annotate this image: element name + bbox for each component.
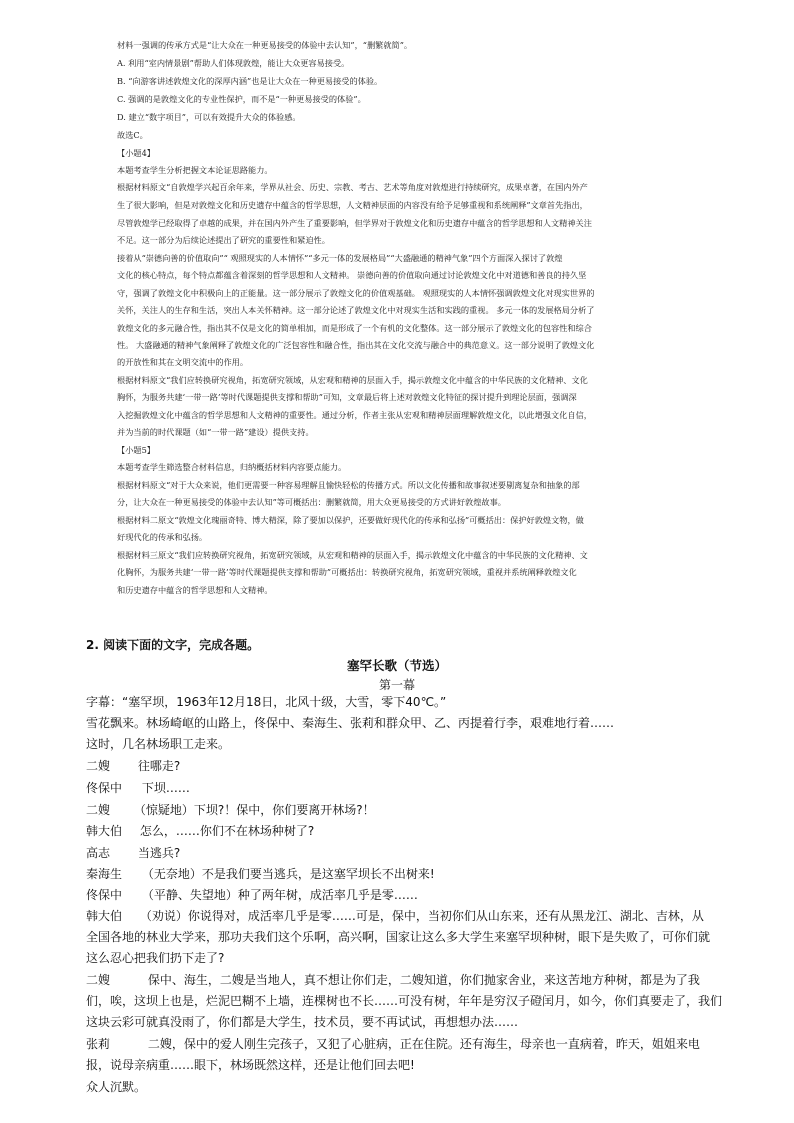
- speaker: 二嫂: [86, 803, 111, 817]
- answer-line: 不足。这一部分为后续论述提出了研究的重要性和紧迫性。: [117, 235, 330, 245]
- dialogue-line: [86, 781, 190, 796]
- answer-line: 守，强调了敦煌文化中积极向上的正能量。这一部分展示了敦煌文化的价值观基础。 观照现实的人本情怀强调敦煌文化对现实世界的: [117, 288, 595, 298]
- dialogue-line: [86, 973, 700, 988]
- question-heading: 2. 阅读下面的文字，完成各题。: [86, 638, 260, 652]
- speaker: 佟保中: [86, 888, 123, 902]
- answer-line: 文化的核心特点，每个特点都蕴含着深刻的哲学思想和人文精神。 崇德向善的价值取向通过讨论敦煌文化中对道德和善良的持久坚: [117, 270, 587, 280]
- speaker: 二嫂: [86, 759, 111, 773]
- dialogue-line: [86, 888, 418, 903]
- answer-line: 化胸怀，为服务共建‘一带一路’等时代课题提供支撑和帮助”可概括出：转换研究视角，拓宽研究领域，重视并系统阐释敦煌文化: [117, 567, 577, 577]
- speaker: 秦海生: [86, 867, 123, 881]
- dialogue-text: （劝说）你说得对，成活率几乎是零……可是，保中，当初你们从山东来，还有从黑龙江、湖北、吉林，从: [139, 909, 704, 923]
- speaker: 韩大伯: [86, 909, 123, 923]
- answer-line: 本题考查学生分析把握文本论证思路能力。: [117, 165, 273, 175]
- dialogue-line: [86, 867, 435, 882]
- speaker: 韩大伯: [86, 824, 123, 838]
- answer-line: 本题考查学生筛选整合材料信息，归纳概括材料内容要点能力。: [117, 462, 347, 472]
- stage-direction: 雪花飘来。林场崎岖的山路上，佟保中、秦海生、张莉和群众甲、乙、丙提着行李，艰难地行着……: [86, 716, 615, 730]
- speaker: 佟保中: [86, 781, 123, 795]
- answer-line: 敦煌文化的多元融合性，指出其不仅是文化的简单相加，而是形成了一个有机的文化整体。这一部分展示了敦煌文化的包容性和综合: [117, 323, 592, 333]
- answer-line: C. 强调的是敦煌文化的专业性保护，而不是“一种更易接受的体验”。: [117, 94, 366, 104]
- answer-line: 根据材料原文“我们应转换研究视角，拓宽研究领域，从宏观和精神的层面入手，揭示敦煌文化中蕴含的中华民族的文化精神、文化: [117, 375, 588, 385]
- answer-line: 分，让大众在一种更易接受的体验中去认知”等可概括出：删繁就简，用大众更易接受的方式讲好敦煌故事。: [117, 497, 506, 507]
- answer-line: 材料一强调的传承方式是“让大众在一种更易接受的体验中去认知”，“删繁就简”。: [117, 40, 413, 50]
- answer-line: 根据材料三原文“我们应转换研究视角，拓宽研究领域，从宏观和精神的层面入手，揭示敦煌文化中蕴含的中华民族的文化精神、文: [117, 550, 588, 560]
- speaker: 高志: [86, 846, 111, 860]
- answer-line: 入挖掘敦煌文化中蕴含的哲学思想和人文精神的重要性。通过分析，作者主张从宏观和精神层面理解敦煌文化，以此增强文化自信，: [117, 410, 592, 420]
- dialogue-line: [86, 759, 180, 774]
- dialogue-continuation: 全国各地的林业大学来，那功夫我们这个乐啊，高兴啊，国家让这么多大学生来塞罕坝种树，眼下是失败了，可你们就: [86, 930, 711, 944]
- subquestion-label: 【小题5】: [117, 445, 155, 455]
- answer-line: 的开放性和其在文明交流中的作用。: [117, 357, 249, 367]
- dialogue-text: 怎么，……你们不在林场种树了?: [139, 824, 315, 838]
- answer-line: 生了很大影响，但是对敦煌文化和历史遗存中蕴含的哲学思想，人文精神层面的内容没有给予足够重视和系统阐释”文章首先指出，: [117, 200, 588, 210]
- answer-line: 性。 大盛融通的精神气象阐释了敦煌文化的广泛包容性和融合性，指出其在文化交流与融合中的典范意义。这一部分说明了敦煌文化: [117, 340, 595, 350]
- dialogue-line: [86, 803, 375, 818]
- dialogue-line: [86, 1037, 700, 1052]
- answer-line: 和历史遗存中蕴含的哲学思想和人文精神。: [117, 585, 273, 595]
- dialogue-text: （平静、失望地）种了两年树，成活率几乎是零……: [141, 888, 418, 902]
- act-label: 第一幕: [378, 678, 415, 692]
- answer-line: 根据材料原文“对于大众来说，他们更需要一种容易理解且愉快轻松的传播方式。所以文化传播和故事叙述要剔离复杂和抽象的部: [117, 480, 580, 490]
- speaker: 二嫂: [86, 973, 111, 987]
- passage-title: 塞罕长歌（节选）: [346, 658, 447, 673]
- answer-line: D. 建立“数字项目”，可以有效提升大众的体验感。: [117, 112, 301, 122]
- dialogue-line: [86, 824, 314, 839]
- dialogue-text: 二嫂，保中的爱人刚生完孩子，又犯了心脏病，正在住院。还有海生，母亲也一直病着，昨天，姐姐来电: [147, 1037, 700, 1051]
- dialogue-text: （无奈地）不是我们要当逃兵，是这塞罕坝长不出树来!: [141, 867, 435, 881]
- dialogue-text: 当逃兵?: [137, 846, 181, 860]
- dialogue-text: 往哪走?: [137, 759, 181, 773]
- stage-direction: 这时，几名林场职工走来。: [86, 737, 231, 751]
- answer-line: 尽管敦煌学已经取得了卓越的成果，并在国内外产生了重要影响，但学界对于敦煌文化和历史遗存中蕴含的哲学思想和人文精神关注: [117, 218, 592, 228]
- dialogue-text: 下坝……: [141, 781, 190, 795]
- answer-line: 根据材料原文“自敦煌学兴起百余年来，学界从社会、历史、宗教、考古、艺术等角度对敦煌进行持续研究，成果卓著，在国内外产: [117, 182, 588, 192]
- caption: 字幕：“塞罕坝，1963年12月18日，北风十级，大雪，零下40℃。”: [86, 695, 447, 709]
- dialogue-continuation: 报，说母亲病重……眼下，林场既然这样，还是让他们回去吧!: [86, 1058, 415, 1072]
- dialogue-continuation: 们，唉，这坝上也是，烂泥巴糊不上墙，连棵树也不长……可没有树，年年是穷汉子磴闰月，如今，你们真要走了，我们: [86, 994, 723, 1008]
- dialogue-line: [86, 846, 180, 861]
- answer-line: 故选C。: [117, 130, 148, 140]
- answer-line: 接着从“崇德向善的价值取向”“ 观照现实的人本情怀”“多元一体的发展格局”“大盛融通的精神气象”四个方面深入探讨了敦煌: [117, 253, 563, 263]
- answer-line: 并为当前的时代课题（如“一带一路”建设）提供支持。: [117, 427, 314, 437]
- answer-line: 根据材料二原文“敦煌文化瑰丽奇特、博大精深，除了要加以保护，还要做好现代化的传承和弘扬”可概括出：保护好敦煌文物，做: [117, 515, 584, 525]
- dialogue-text: 保中、海生，二嫂是当地人，真不想让你们走，二嫂知道，你们抛家舍业，来这苦地方种树，都是为了我: [147, 973, 700, 987]
- dialogue-line: [86, 909, 704, 924]
- answer-line: B. “向游客讲述敦煌文化的深厚内涵”也是让大众在一种更易接受的体验。: [117, 76, 383, 86]
- answer-line: A. 利用“室内情景剧”帮助人们体现敦煌，能让大众更容易接受。: [117, 58, 350, 68]
- dialogue-continuation: 这块云彩可就真没雨了，你们都是大学生，技术员，要不再试试，再想想办法……: [86, 1015, 519, 1029]
- answer-line: 胸怀，为服务共建‘一带一路’等时代课题提供支撑和帮助”可知，文章最后将上述对敦煌文化特征的探讨提升到理论层面，强调深: [117, 392, 577, 402]
- answer-line: 好现代化的传承和弘扬。: [117, 532, 208, 542]
- stage-direction: 众人沉默。: [86, 1080, 147, 1094]
- subquestion-label: 【小题4】: [117, 148, 155, 158]
- dialogue-text: （惊疑地）下坝?！保中，你们要离开林场?！: [133, 803, 375, 817]
- answer-line: 关怀，关注人的生存和生活，突出人本关怀精神。这一部分论述了敦煌文化中对现实生活和实践的重视。 多元一体的发展格局分析了: [117, 305, 595, 315]
- speaker: 张莉: [86, 1037, 111, 1051]
- dialogue-continuation: 这么忍心把我们扔下走了?: [86, 951, 225, 965]
